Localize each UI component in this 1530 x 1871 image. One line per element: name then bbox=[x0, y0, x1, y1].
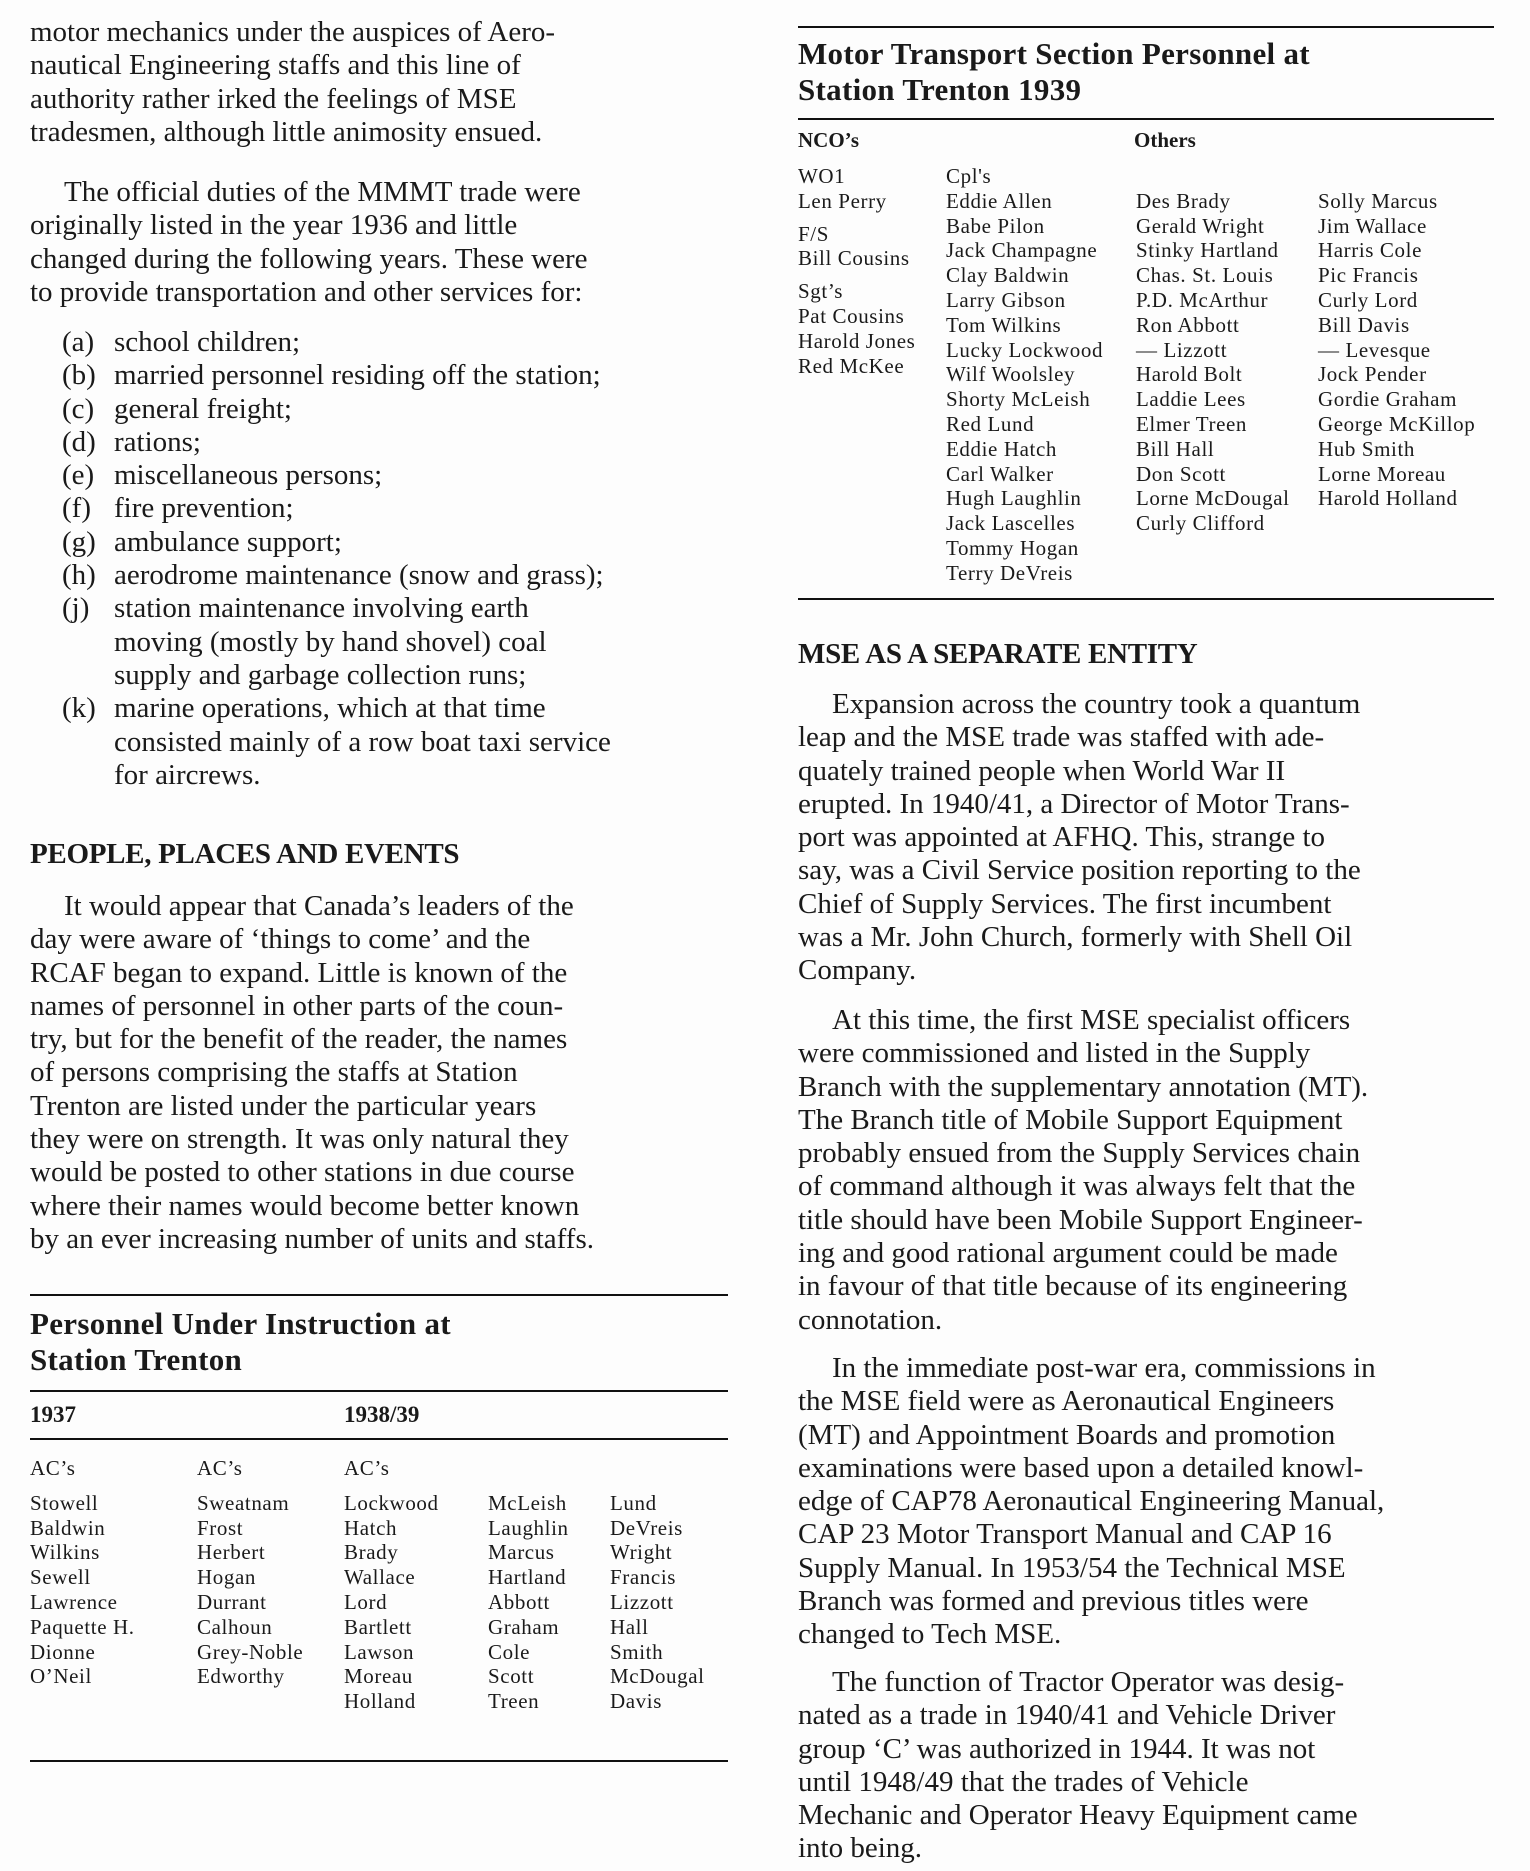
name: Wilf Woolsley bbox=[946, 362, 1076, 387]
name: Elmer Treen bbox=[1136, 411, 1248, 436]
name: Shorty McLeish bbox=[946, 387, 1091, 412]
divider bbox=[798, 598, 1494, 600]
name: Davis bbox=[610, 1689, 662, 1714]
name: Wilkins bbox=[30, 1540, 100, 1565]
name: Stowell bbox=[30, 1490, 99, 1515]
name: Jock Pender bbox=[1318, 362, 1427, 387]
text-line: changed to Tech MSE. bbox=[798, 1618, 1062, 1651]
rank-label: AC’s bbox=[197, 1456, 243, 1480]
name: Hogan bbox=[197, 1565, 256, 1590]
text-line: port was appointed at AFHQ. This, strange to bbox=[798, 821, 1326, 854]
transport-table bbox=[798, 26, 1494, 600]
text-line: Chief of Supply Services. The first incumbent bbox=[798, 887, 1332, 920]
name: Jack Champagne bbox=[946, 238, 1098, 263]
name-column bbox=[610, 1456, 705, 1714]
name: Pic Francis bbox=[1318, 263, 1419, 288]
duty-label: (a) bbox=[62, 326, 95, 358]
name: Harris Cole bbox=[1318, 238, 1422, 263]
text-line: In the immediate post-war era, commissions in bbox=[832, 1352, 1376, 1384]
name: Len Perry bbox=[798, 188, 887, 213]
text-line: nautical Engineering staffs and this line of bbox=[30, 49, 521, 82]
name: Lucky Lockwood bbox=[946, 337, 1104, 362]
text-line: Company. bbox=[798, 954, 917, 987]
mse-paragraph-4 bbox=[798, 1666, 1358, 1866]
others-column-1 bbox=[1136, 189, 1290, 536]
text-line: connotation. bbox=[798, 1303, 943, 1336]
text-line: day were aware of ‘things to come’ and the bbox=[30, 923, 531, 956]
text-line: It would appear that Canada’s leaders of the bbox=[64, 890, 574, 922]
duty-item bbox=[62, 492, 611, 525]
text-line: The function of Tractor Operator was desig- bbox=[832, 1666, 1345, 1698]
name: Lawson bbox=[344, 1639, 415, 1664]
name: Sewell bbox=[30, 1565, 91, 1590]
text-line: group ‘C’ was authorized in 1944. It was not bbox=[798, 1732, 1316, 1765]
duty-item bbox=[62, 692, 611, 792]
name: Lund bbox=[610, 1490, 657, 1515]
rank-label: F/S bbox=[798, 221, 829, 246]
name: Paquette H. bbox=[30, 1614, 135, 1639]
text-line: was a Mr. John Church, formerly with Shell Oil bbox=[798, 921, 1353, 954]
instruction-table-title: Personnel Under Instruction at bbox=[30, 1306, 451, 1341]
text-line: Branch was formed and previous titles were bbox=[798, 1585, 1309, 1618]
name: Laughlin bbox=[488, 1515, 569, 1540]
name: Calhoun bbox=[197, 1614, 273, 1639]
name: Eddie Allen bbox=[946, 188, 1053, 213]
name: Laddie Lees bbox=[1136, 387, 1246, 412]
name: Gerald Wright bbox=[1136, 213, 1265, 238]
name: McDougal bbox=[610, 1664, 705, 1689]
duty-item bbox=[62, 426, 611, 459]
text-line: RCAF began to expand. Little is known of the bbox=[30, 956, 568, 989]
name: Treen bbox=[488, 1689, 540, 1714]
text-line: supply and garbage collection runs; bbox=[114, 658, 527, 691]
name: Baldwin bbox=[30, 1515, 106, 1540]
duty-text: ambulance support; bbox=[114, 525, 342, 558]
duty-label: (j) bbox=[62, 592, 90, 625]
name: Des Brady bbox=[1136, 188, 1231, 213]
divider bbox=[30, 1760, 728, 1762]
transport-table-title: Motor Transport Section Personnel at bbox=[798, 36, 1310, 71]
duty-text: married personnel residing off the station; bbox=[114, 359, 601, 392]
text-line: ing and good rational argument could be made bbox=[798, 1237, 1338, 1270]
text-line: examinations were based upon a detailed knowl- bbox=[798, 1451, 1364, 1484]
rank-label: AC’s bbox=[30, 1456, 76, 1480]
intro-paragraph bbox=[30, 16, 555, 149]
mse-paragraph-3 bbox=[798, 1352, 1384, 1652]
name: Herbert bbox=[197, 1540, 266, 1565]
text-line: Expansion across the country took a quantum bbox=[832, 688, 1361, 720]
name: — Lizzott bbox=[1136, 337, 1228, 362]
duty-label: (h) bbox=[62, 559, 96, 592]
name: Tommy Hogan bbox=[946, 535, 1079, 560]
name: Carl Walker bbox=[946, 461, 1054, 486]
name: — Levesque bbox=[1318, 337, 1431, 362]
name: Wallace bbox=[344, 1565, 416, 1590]
name: Larry Gibson bbox=[946, 287, 1066, 312]
section-heading-mse: MSE AS A SEPARATE ENTITY bbox=[798, 638, 1198, 670]
name: Durrant bbox=[197, 1589, 267, 1614]
instruction-names bbox=[30, 1440, 728, 1760]
name: Graham bbox=[488, 1614, 560, 1639]
name-column bbox=[488, 1456, 569, 1714]
name: Holland bbox=[344, 1689, 416, 1714]
name: Harold Jones bbox=[798, 328, 916, 353]
name: Hartland bbox=[488, 1565, 567, 1590]
duty-text: miscellaneous persons; bbox=[114, 459, 383, 492]
name: Bill Davis bbox=[1318, 312, 1410, 337]
name: Bill Cousins bbox=[798, 246, 910, 271]
name: Lord bbox=[344, 1589, 388, 1614]
text-line: Supply Manual. In 1953/54 the Technical MSE bbox=[798, 1551, 1346, 1584]
duty-text: school children; bbox=[114, 326, 301, 358]
transport-table-title: Station Trenton 1939 bbox=[798, 72, 1082, 107]
duty-item bbox=[62, 393, 611, 426]
text-line: until 1948/49 that the trades of Vehicle bbox=[798, 1765, 1249, 1798]
duty-item bbox=[62, 559, 611, 592]
duty-text: rations; bbox=[114, 425, 201, 458]
name: McLeish bbox=[488, 1490, 567, 1515]
text-line: to provide transportation and other services for: bbox=[30, 275, 583, 308]
duty-item bbox=[62, 459, 611, 492]
name: Frost bbox=[197, 1515, 244, 1540]
text-line: erupted. In 1940/41, a Director of Motor Trans- bbox=[798, 787, 1350, 820]
instruction-table bbox=[30, 1294, 728, 1762]
text-line: where their names would become better known bbox=[30, 1189, 580, 1222]
name: Moreau bbox=[344, 1664, 413, 1689]
name: Hatch bbox=[344, 1515, 398, 1540]
name: Red McKee bbox=[798, 353, 905, 378]
text-line: edge of CAP78 Aeronautical Engineering Manual, bbox=[798, 1485, 1385, 1518]
name: Harold Holland bbox=[1318, 486, 1458, 511]
text-line: of persons comprising the staffs at Station bbox=[30, 1056, 518, 1089]
name: Gordie Graham bbox=[1318, 387, 1457, 412]
text-line: by an ever increasing number of units and staffs. bbox=[30, 1222, 594, 1255]
text-line: changed during the following years. These were bbox=[30, 242, 588, 275]
name: Lorne McDougal bbox=[1136, 486, 1290, 511]
text-line: into being. bbox=[798, 1832, 923, 1865]
text-line: say, was a Civil Service position reporting to the bbox=[798, 854, 1361, 887]
text-line: Trenton are listed under the particular years bbox=[30, 1089, 537, 1122]
text-line: probably ensued from the Supply Services chain bbox=[798, 1137, 1361, 1170]
text-line: quately trained people when World War II bbox=[798, 754, 1286, 787]
name: Lockwood bbox=[344, 1490, 439, 1515]
duty-label: (k) bbox=[62, 692, 96, 725]
name: O’Neil bbox=[30, 1664, 92, 1689]
duties-list bbox=[30, 326, 611, 792]
duty-item bbox=[62, 359, 611, 392]
name: Tom Wilkins bbox=[946, 312, 1062, 337]
duty-text: fire prevention; bbox=[114, 492, 294, 525]
text-line: of command although it was always felt that the bbox=[798, 1170, 1356, 1203]
name: Hub Smith bbox=[1318, 436, 1415, 461]
instruction-table-title: Station Trenton bbox=[30, 1342, 243, 1377]
text-line: (MT) and Appointment Boards and promotion bbox=[798, 1418, 1336, 1451]
text-line: they were on strength. It was only natural they bbox=[30, 1123, 569, 1156]
name: Harold Bolt bbox=[1136, 362, 1243, 387]
text-line: marine operations, which at that time bbox=[114, 692, 546, 725]
year-1938-39: 1938/39 bbox=[344, 1402, 420, 1427]
name: Abbott bbox=[488, 1589, 550, 1614]
text-line: Branch with the supplementary annotation (MT). bbox=[798, 1070, 1369, 1103]
mse-paragraph-1 bbox=[798, 688, 1361, 988]
duty-label: (f) bbox=[62, 492, 91, 525]
text-line: originally listed in the year 1936 and little bbox=[30, 209, 518, 242]
name-column bbox=[197, 1456, 303, 1689]
text-line: The official duties of the MMMT trade were bbox=[64, 176, 581, 208]
text-line: leap and the MSE trade was staffed with ade- bbox=[798, 721, 1325, 754]
section-heading-people: PEOPLE, PLACES AND EVENTS bbox=[30, 838, 460, 870]
name: Curly Clifford bbox=[1136, 511, 1265, 536]
text-line: names of personnel in other parts of the coun- bbox=[30, 989, 564, 1022]
duty-text: aerodrome maintenance (snow and grass); bbox=[114, 559, 604, 592]
text-line: The Branch title of Mobile Support Equipment bbox=[798, 1103, 1343, 1136]
duty-label: (e) bbox=[62, 459, 95, 492]
name-column bbox=[30, 1456, 135, 1689]
name: Scott bbox=[488, 1664, 535, 1689]
name: Francis bbox=[610, 1565, 677, 1590]
text-line: for aircrews. bbox=[114, 758, 261, 791]
year-1937: 1937 bbox=[30, 1402, 76, 1427]
duty-label: (c) bbox=[62, 392, 95, 425]
rank-label: Sgt’s bbox=[798, 279, 844, 304]
name: Wright bbox=[610, 1540, 673, 1565]
name: Curly Lord bbox=[1318, 287, 1418, 312]
name: Lorne Moreau bbox=[1318, 461, 1446, 486]
text-line: were commissioned and listed in the Supply bbox=[798, 1037, 1311, 1070]
name: Marcus bbox=[488, 1540, 555, 1565]
name: Don Scott bbox=[1136, 461, 1226, 486]
duty-text: general freight; bbox=[114, 392, 292, 425]
name: DeVreis bbox=[610, 1515, 683, 1540]
name: P.D. McArthur bbox=[1136, 287, 1269, 312]
duty-item bbox=[62, 526, 611, 559]
cpl-column bbox=[946, 164, 1103, 586]
text-line: consisted mainly of a row boat taxi service bbox=[114, 725, 611, 758]
name: George McKillop bbox=[1318, 411, 1476, 436]
duty-text bbox=[114, 692, 611, 792]
name: Eddie Hatch bbox=[946, 436, 1057, 461]
name: Lizzott bbox=[610, 1589, 674, 1614]
text-line: motor mechanics under the auspices of Aero- bbox=[30, 16, 556, 48]
name: Edworthy bbox=[197, 1664, 285, 1689]
name: Babe Pilon bbox=[946, 213, 1045, 238]
duty-text bbox=[114, 592, 547, 692]
duties-paragraph bbox=[30, 176, 588, 309]
text-line: nated as a trade in 1940/41 and Vehicle Driver bbox=[798, 1699, 1336, 1732]
name: Hall bbox=[610, 1614, 649, 1639]
others-header: Others bbox=[1134, 128, 1196, 152]
text-line: in favour of that title because of its engineering bbox=[798, 1270, 1348, 1303]
others-column-2 bbox=[1318, 189, 1475, 511]
name: Smith bbox=[610, 1639, 664, 1664]
text-line: try, but for the benefit of the reader, the names bbox=[30, 1023, 568, 1056]
text-line: moving (mostly by hand shovel) coal bbox=[114, 625, 547, 658]
duty-label: (g) bbox=[62, 525, 96, 558]
text-line: the MSE field were as Aeronautical Engineers bbox=[798, 1385, 1335, 1418]
name: Bill Hall bbox=[1136, 436, 1215, 461]
text-line: At this time, the first MSE specialist officers bbox=[832, 1004, 1351, 1036]
name: Clay Baldwin bbox=[946, 263, 1070, 288]
text-line: would be posted to other stations in due course bbox=[30, 1156, 575, 1189]
text-line: tradesmen, although little animosity ensued. bbox=[30, 115, 543, 148]
duty-item bbox=[62, 592, 611, 692]
nco-header: NCO’s bbox=[798, 128, 860, 152]
name: Jack Lascelles bbox=[946, 511, 1076, 536]
text-line: station maintenance involving earth bbox=[114, 592, 529, 625]
name: Red Lund bbox=[946, 411, 1035, 436]
name: Dionne bbox=[30, 1639, 96, 1664]
name: Ron Abbott bbox=[1136, 312, 1240, 337]
name: Solly Marcus bbox=[1318, 188, 1438, 213]
name: Lawrence bbox=[30, 1589, 118, 1614]
name: Sweatnam bbox=[197, 1490, 290, 1515]
name: Grey-Noble bbox=[197, 1639, 304, 1664]
text-line: title should have been Mobile Support Engineer- bbox=[798, 1203, 1363, 1236]
name: Brady bbox=[344, 1540, 399, 1565]
duty-item bbox=[62, 326, 611, 359]
name: Cole bbox=[488, 1639, 531, 1664]
rank-label: Cpl's bbox=[946, 164, 992, 188]
name: Hugh Laughlin bbox=[946, 486, 1082, 511]
transport-names bbox=[798, 120, 1494, 598]
name: Jim Wallace bbox=[1318, 213, 1427, 238]
rank-label: WO1 bbox=[798, 164, 846, 188]
name-column bbox=[344, 1456, 439, 1714]
name: Chas. St. Louis bbox=[1136, 263, 1274, 288]
people-paragraph bbox=[30, 890, 594, 1256]
name: Bartlett bbox=[344, 1614, 412, 1639]
mse-paragraph-2 bbox=[798, 1004, 1368, 1337]
rank-label: AC’s bbox=[344, 1456, 390, 1480]
text-line: CAP 23 Motor Transport Manual and CAP 16 bbox=[798, 1518, 1332, 1551]
text-line: authority rather irked the feelings of MSE bbox=[30, 82, 517, 115]
duty-label: (d) bbox=[62, 425, 96, 458]
duty-label: (b) bbox=[62, 359, 96, 392]
text-line: Mechanic and Operator Heavy Equipment came bbox=[798, 1799, 1358, 1832]
name: Pat Cousins bbox=[798, 303, 905, 328]
name: Terry DeVreis bbox=[946, 560, 1073, 585]
nco-column bbox=[798, 164, 915, 378]
name: Stinky Hartland bbox=[1136, 238, 1279, 263]
